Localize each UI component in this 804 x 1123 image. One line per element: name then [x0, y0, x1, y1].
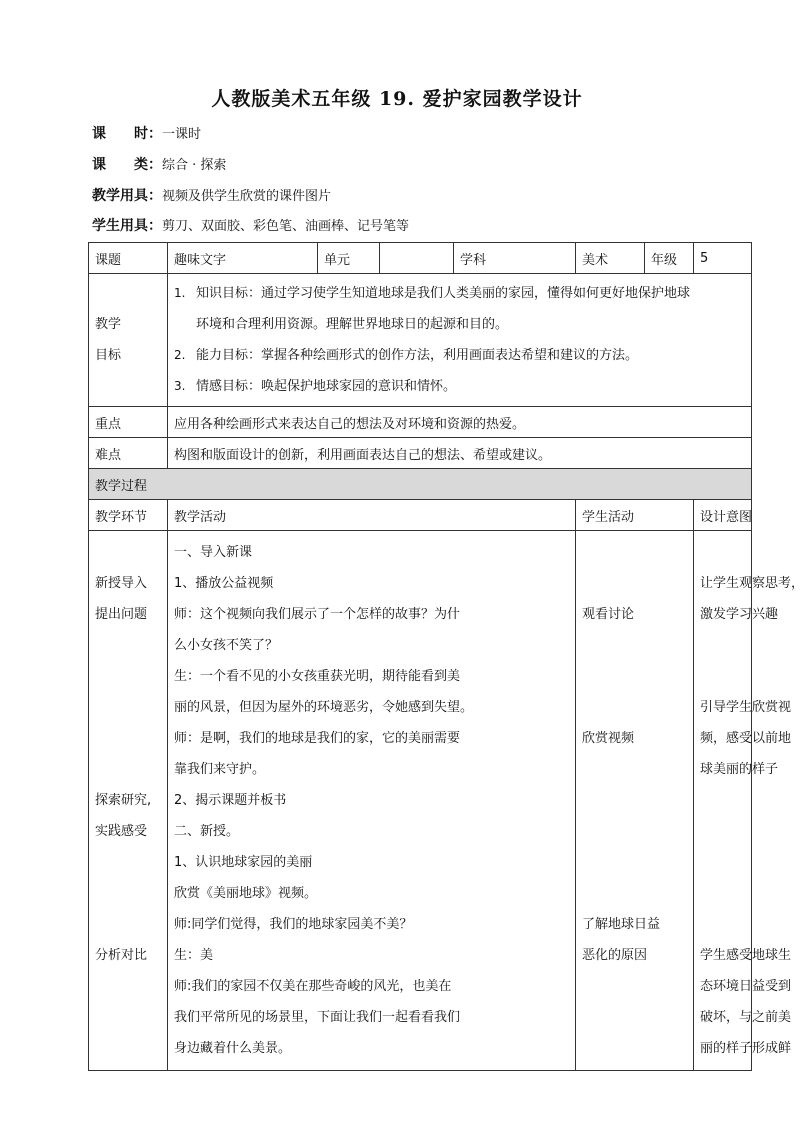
activity-line: 生：一个看不见的小女孩重获光明，期待能看到美 — [174, 669, 461, 684]
teacher-tools-label: 教学用具： — [92, 188, 162, 204]
grade-label: 年级 — [645, 243, 694, 274]
process-columns-row — [89, 500, 752, 531]
unit-label: 单元 — [318, 243, 380, 274]
student-column — [576, 531, 694, 1071]
student-activity: 了解地球日益 — [582, 917, 661, 932]
lesson-time-value: 一课时 — [162, 127, 202, 142]
objective-text: 知识目标：通过学习使学生知道地球是我们人类美丽的家园，懂得如何更好地保护地球 — [196, 286, 691, 301]
activity-column — [168, 531, 576, 1071]
design-line: 引导学生欣赏视 — [700, 700, 792, 715]
activity-line: 2、揭示课题并板书 — [174, 793, 287, 808]
stage-label: 实践感受 — [95, 824, 148, 839]
activity-line: 靠我们来守护。 — [174, 762, 266, 777]
student-activity: 观看讨论 — [582, 607, 635, 622]
activity-header: 教学活动 — [168, 500, 576, 531]
lesson-type-row — [92, 153, 226, 177]
process-body-row — [89, 531, 752, 1071]
stage-label: 探索研究, — [95, 793, 152, 808]
activity-line: 师:我们的家园不仅美在那些奇峻的风光，也美在 — [174, 979, 452, 994]
teacher-tools-row — [92, 184, 331, 208]
info-row — [89, 243, 752, 274]
objectives-label — [89, 274, 168, 407]
design-line: 态环境日益受到 — [700, 979, 792, 994]
activity-line: 1、认识地球家园的美丽 — [174, 855, 313, 870]
design-line: 破坏，与之前美 — [700, 1010, 792, 1025]
design-line: 学生感受地球生 — [700, 948, 792, 963]
process-label: 教学过程 — [89, 469, 752, 500]
activity-line: 师：这个视频向我们展示了一个怎样的故事？为什 — [174, 607, 461, 622]
difficulty-value: 构图和版面设计的创新，利用画面表达自己的想法、希望或建议。 — [168, 438, 752, 469]
objective-number: 1. — [174, 286, 186, 300]
subject-value: 美术 — [576, 243, 645, 274]
lesson-type-value: 综合 · 探索 — [162, 158, 227, 173]
objectives-list — [168, 274, 752, 407]
grade-value: 5 — [694, 243, 752, 274]
design-header: 设计意图 — [694, 500, 752, 531]
activity-line: 生：美 — [174, 948, 214, 963]
design-line: 球美丽的样子 — [700, 762, 779, 777]
lesson-time-row — [92, 122, 201, 146]
stage-column — [89, 531, 168, 1071]
lesson-time-label: 课 时： — [92, 126, 162, 142]
key-point-label: 重点 — [89, 407, 168, 438]
design-column — [694, 531, 804, 1071]
activity-line: 丽的风景，但因为屋外的环境恶劣，令她感到失望。 — [174, 700, 474, 715]
student-activity: 恶化的原因 — [582, 948, 648, 963]
objective-item — [174, 371, 745, 402]
activity-line: 师：是啊，我们的地球是我们的家，它的美丽需要 — [174, 731, 461, 746]
student-tools-row — [92, 214, 409, 238]
design-line: 让学生观察思考， — [700, 576, 804, 591]
stage-label: 分析对比 — [95, 948, 148, 963]
difficulty-row — [89, 438, 752, 469]
activity-line: 师:同学们觉得，我们的地球家园美不美？ — [174, 917, 413, 932]
activity-line: 二、新授。 — [174, 824, 240, 839]
topic-value: 趣味文字 — [168, 243, 318, 274]
process-header-row — [89, 469, 752, 500]
activity-line: 欣赏《美丽地球》视频。 — [174, 886, 318, 901]
objective-text-continued: 环境和合理利用资源。理解世界地球日的起源和目的。 — [196, 317, 509, 332]
stage-label: 新授导入 — [95, 576, 148, 591]
design-line: 频，感受以前地 — [700, 731, 792, 746]
lesson-plan-table — [88, 242, 804, 1071]
key-point-value: 应用各种绘画形式来表达自己的想法及对环境和资源的热爱。 — [168, 407, 752, 438]
design-line: 激发学习兴趣 — [700, 607, 779, 622]
objective-number: 3. — [174, 379, 186, 393]
document-title: 人教版美术五年级 19. 爱护家园教学设计 — [211, 88, 583, 110]
activity-line: 身边藏着什么美景。 — [174, 1041, 292, 1056]
unit-value — [380, 243, 454, 274]
activity-line: 么小女孩不笑了？ — [174, 638, 279, 653]
student-header: 学生活动 — [576, 500, 694, 531]
activity-line: 1、播放公益视频 — [174, 576, 274, 591]
subject-label: 学科 — [454, 243, 576, 274]
stage-label: 提出问题 — [95, 607, 148, 622]
objectives-row — [89, 274, 752, 407]
objective-text: 能力目标：掌握各种绘画形式的创作方法，利用画面表达希望和建议的方法。 — [196, 348, 639, 363]
activity-line: 我们平常所见的场景里，下面让我们一起看看我们 — [174, 1010, 461, 1025]
key-point-row — [89, 407, 752, 438]
lesson-type-label: 课 类： — [92, 157, 162, 173]
objective-text: 情感目标：唤起保护地球家园的意识和情怀。 — [196, 379, 457, 394]
activity-line: 一、导入新课 — [174, 545, 253, 560]
student-tools-value: 剪刀、双面胶、彩色笔、油画棒、记号笔等 — [162, 219, 410, 234]
objectives-label-line-1: 教学 — [95, 317, 122, 332]
student-tools-label: 学生用具： — [92, 218, 162, 234]
stage-header: 教学环节 — [89, 500, 168, 531]
objective-number: 2. — [174, 348, 186, 362]
teacher-tools-value: 视频及供学生欣赏的课件图片 — [162, 189, 332, 204]
objective-item — [174, 278, 745, 309]
topic-label: 课题 — [89, 243, 168, 274]
objectives-label-line-2: 目标 — [95, 348, 122, 363]
student-activity: 欣赏视频 — [582, 731, 635, 746]
design-line: 丽的样子形成鲜 — [700, 1041, 792, 1056]
objective-item — [174, 340, 745, 371]
difficulty-label: 难点 — [89, 438, 168, 469]
